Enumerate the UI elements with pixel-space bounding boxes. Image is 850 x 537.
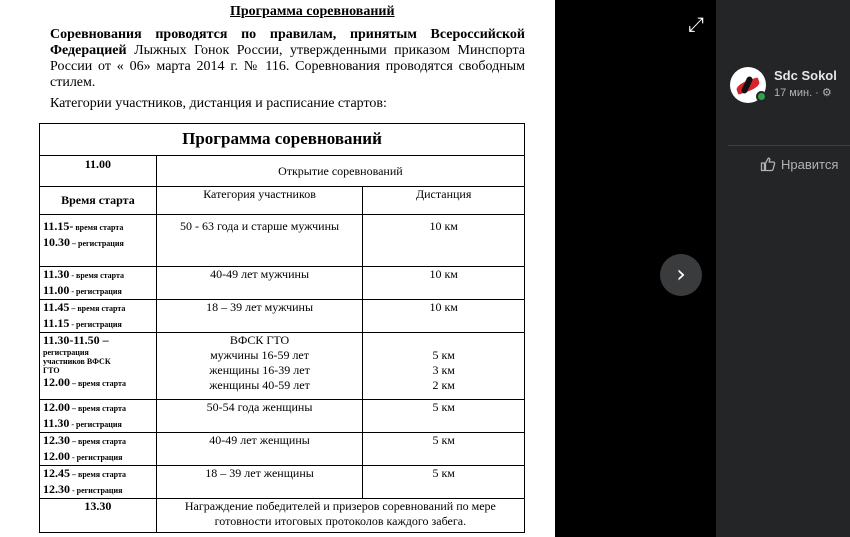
- reg-time: 12.30: [43, 482, 70, 496]
- gto-reg-label-1: регистрация: [43, 348, 89, 357]
- table-row: [40, 267, 525, 300]
- reg-label: - регистрация: [69, 420, 122, 429]
- start-time: 11.45: [43, 300, 70, 314]
- category-cell: 18 – 39 лет женщины: [156, 466, 363, 499]
- final-text: Награждение победителей и призеров соревнований по мере готовности итоговых протоколов каждого забега.: [156, 499, 524, 533]
- start-label: - время старта: [69, 271, 125, 280]
- category-cell: 18 – 39 лет мужчины: [156, 300, 363, 333]
- col-category-header: Категория участников: [156, 187, 363, 215]
- gto-distance-2: 3 км: [432, 363, 455, 377]
- gto-distance-1: 5 км: [432, 348, 455, 362]
- gto-category-3: женщины 40-59 лет: [209, 378, 310, 392]
- expand-icon[interactable]: ⤢: [688, 12, 704, 36]
- gto-distance-3: 2 км: [432, 378, 455, 392]
- distance-cell: 5 км: [363, 433, 525, 466]
- category-cell: 40-49 лет мужчины: [156, 267, 363, 300]
- gto-reg-label-3: ГТО: [43, 366, 60, 375]
- reg-label: - регистрация: [70, 486, 123, 495]
- distance-cell: 5 км: [363, 466, 525, 499]
- col-time-header: Время старта: [40, 187, 157, 215]
- like-button[interactable]: [760, 153, 850, 175]
- table-row-final: [40, 499, 525, 533]
- page-name-link[interactable]: Sdc Sokol: [774, 68, 837, 83]
- reg-label: - регистрация: [69, 287, 122, 296]
- start-label: – время старта: [70, 379, 127, 388]
- time-cell: [40, 215, 157, 267]
- intro-bold-2: Федерацией: [50, 43, 127, 58]
- gto-reg-label-2: участников ВФСК: [43, 357, 111, 366]
- start-label: – время старта: [70, 437, 127, 446]
- category-cell: 50-54 года женщины: [156, 400, 363, 433]
- thumbs-up-icon: [760, 156, 776, 172]
- like-label: Нравится: [781, 156, 839, 172]
- document-heading: Программа соревнований: [230, 4, 395, 19]
- gto-title: ВФСК ГТО: [229, 333, 290, 347]
- time-cell: [40, 466, 157, 499]
- intro-paragraph: [50, 27, 525, 91]
- reg-time: 12.00: [43, 449, 70, 463]
- intro-bold-1: Соревнования проводятся по правилам, принятым Всероссийской: [50, 27, 525, 42]
- gto-category-2: женщины 16-39 лет: [209, 363, 310, 377]
- time-cell: [40, 433, 157, 466]
- start-label: – время старта: [70, 470, 127, 479]
- divider: [728, 145, 850, 146]
- reg-time: 11.00: [43, 283, 70, 297]
- gto-reg-time: 11.30-11.50 –: [43, 333, 109, 347]
- distance-cell: [363, 333, 525, 400]
- distance-cell: 10 км: [363, 215, 525, 267]
- opening-text: Открытие соревнований: [156, 156, 524, 187]
- time-cell: [40, 300, 157, 333]
- gto-category-1: мужчины 16-59 лет: [210, 348, 310, 362]
- reg-time: 10.30: [43, 235, 70, 249]
- table-title: Программа соревнований: [40, 124, 525, 156]
- intro-rest: Лыжных Гонок России, утвержденными приказом Минспорта России от « 06» марта 2014 г. № 116. Соревнования проводятся свободным стилем.: [50, 43, 525, 90]
- intro-categories-line: Категории участников, дистанция и расписание стартов:: [50, 96, 387, 111]
- reg-label: – регистрация: [70, 239, 124, 248]
- table-row: [40, 300, 525, 333]
- category-cell: 50 - 63 года и старше мужчины: [156, 215, 363, 267]
- start-time: 12.00: [43, 375, 70, 389]
- table-row: [40, 215, 525, 267]
- category-cell: 40-49 лет женщины: [156, 433, 363, 466]
- start-time: 11.15-: [43, 219, 74, 233]
- time-cell: [40, 400, 157, 433]
- start-label: время старта: [73, 223, 124, 232]
- distance-cell: 5 км: [363, 400, 525, 433]
- next-photo-button[interactable]: ›: [660, 254, 702, 296]
- post-timestamp[interactable]: 17 мин. · ⚙: [774, 87, 832, 99]
- table-row: [40, 433, 525, 466]
- final-time: 13.30: [40, 499, 157, 533]
- program-table: [39, 123, 525, 533]
- category-cell: [156, 333, 363, 400]
- opening-time: 11.00: [40, 156, 157, 187]
- reg-time: 11.15: [43, 316, 70, 330]
- start-time: 11.30: [43, 267, 70, 281]
- start-time: 12.30: [43, 433, 70, 447]
- reg-time: 11.30: [43, 416, 70, 430]
- start-label: – время старта: [69, 304, 126, 313]
- distance-cell: 10 км: [363, 300, 525, 333]
- col-distance-header: Дистанция: [363, 187, 525, 215]
- distance-cell: 10 км: [363, 267, 525, 300]
- post-side-panel: [716, 0, 850, 537]
- time-cell: [40, 267, 157, 300]
- table-row: [40, 466, 525, 499]
- start-time: 12.45: [43, 466, 70, 480]
- start-label: – время старта: [70, 404, 127, 413]
- reg-label: - регистрация: [70, 453, 123, 462]
- time-cell: [40, 333, 157, 400]
- start-time: 12.00: [43, 400, 70, 414]
- reg-label: - регистрация: [69, 320, 122, 329]
- table-row-gto: [40, 333, 525, 400]
- online-status-dot: [756, 91, 767, 102]
- table-row: [40, 400, 525, 433]
